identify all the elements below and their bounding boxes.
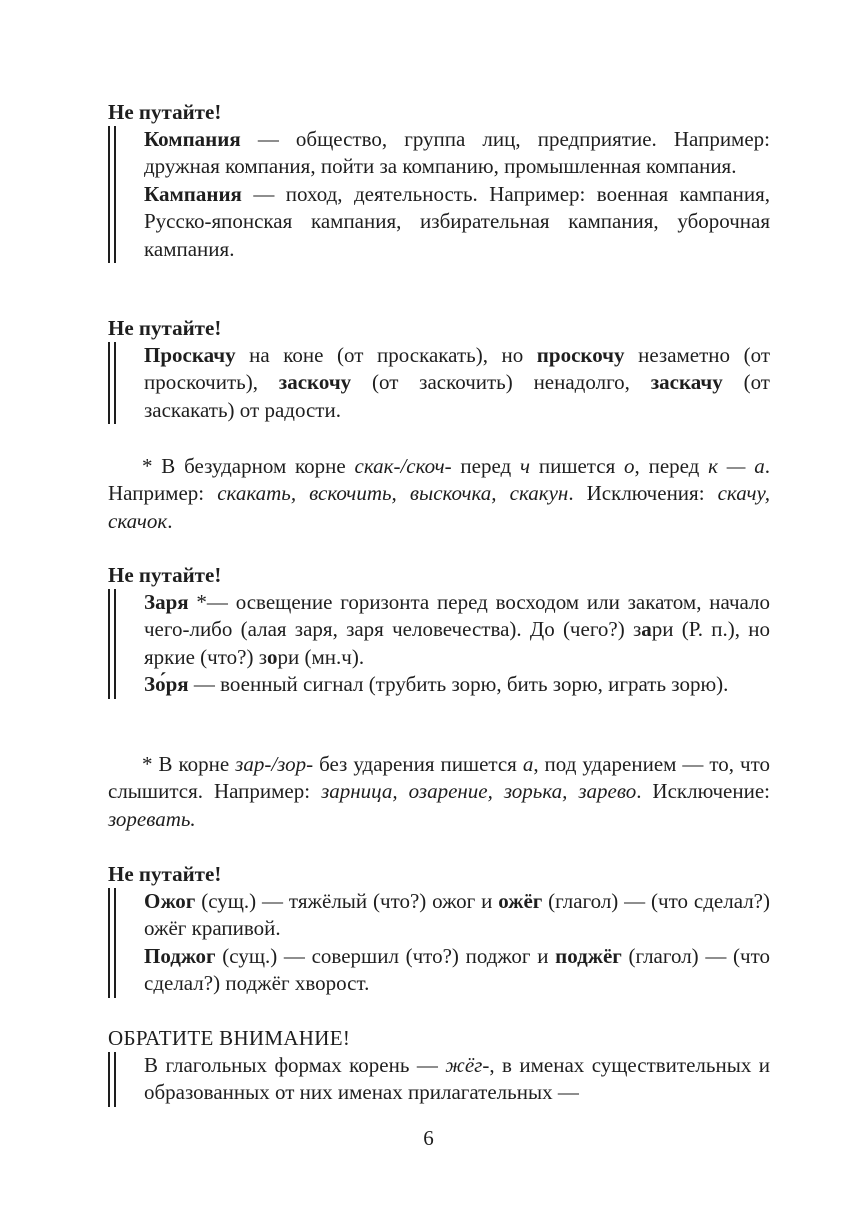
definition-box xyxy=(108,126,770,263)
warning-block-company xyxy=(108,98,770,263)
page-number: 6 xyxy=(423,1126,434,1150)
definition-paragraph: Ожог (сущ.) — тяжёлый (что?) ожог и ожёг (глагол) — (что сделал?) ожёг крапивой. xyxy=(144,889,770,941)
rule-note: * В корне зар-/зор- без ударения пишется а, под ударением — то, что слышится. Например: зарница, озарение, зорька, зарево. Исключение: зоревать. xyxy=(108,752,771,831)
definition-paragraph: Проскачу на коне (от проскакать), но проскочу незаметно (от проскочить), заскочу (от заскочить) ненадолго, заскачу (от заскакать) от радости. xyxy=(144,343,770,422)
definition-paragraph: Зо́ря — военный сигнал (трубить зорю, бить зорю, играть зорю). xyxy=(144,672,729,697)
term: Компания xyxy=(144,127,241,151)
block-heading: Не путайте! xyxy=(108,563,222,587)
block-heading: Не путайте! xyxy=(108,862,222,886)
rule-note: * В безударном корне скак-/скоч- перед ч пишется о, перед к — а. Например: скакать, вскочить, выскочка, скакун. Исключения: скачу, скачок. xyxy=(108,454,771,533)
term: Заря xyxy=(144,590,189,614)
definition-box xyxy=(108,888,770,998)
definition-paragraph: Кампания — поход, деятельность. Например: военная кампания, Русско-японская кампания, избирательная кампания, уборочная кампания. xyxy=(144,181,770,261)
warning-block-burn xyxy=(108,860,770,998)
attention-block xyxy=(108,1024,770,1107)
definition-paragraph: Поджог (сущ.) — совершил (что?) поджог и поджёг (глагол) — (что сделал?) поджёг хворост. xyxy=(144,943,770,996)
block-heading: Не путайте! xyxy=(108,316,222,340)
block-heading: ОБРАТИТЕ ВНИМАНИЕ! xyxy=(108,1026,351,1050)
definition-paragraph: Компания — общество, группа лиц, предприятие. Например: дружная компания, пойти за компанию, промышленная компания. xyxy=(144,127,770,179)
definition-box xyxy=(108,342,770,424)
term: Зо́ря xyxy=(144,672,189,697)
definition-paragraph: Заря *— освещение горизонта перед восходом или закатом, начало чего-либо (алая заря, заря человечества). До (чего?) зари (Р. п.), но яркие (что?) зори (мн.ч). xyxy=(144,590,770,669)
warning-block-jump xyxy=(108,314,770,424)
definition-box xyxy=(108,1052,770,1107)
definition-box xyxy=(108,589,770,699)
block-heading: Не путайте! xyxy=(108,100,222,124)
term: Кампания xyxy=(144,181,242,206)
definition-paragraph: В глагольных формах корень — жёг-, в именах существительных и образованных от них именах прилагательных — xyxy=(144,1053,770,1105)
warning-block-dawn xyxy=(108,561,770,699)
